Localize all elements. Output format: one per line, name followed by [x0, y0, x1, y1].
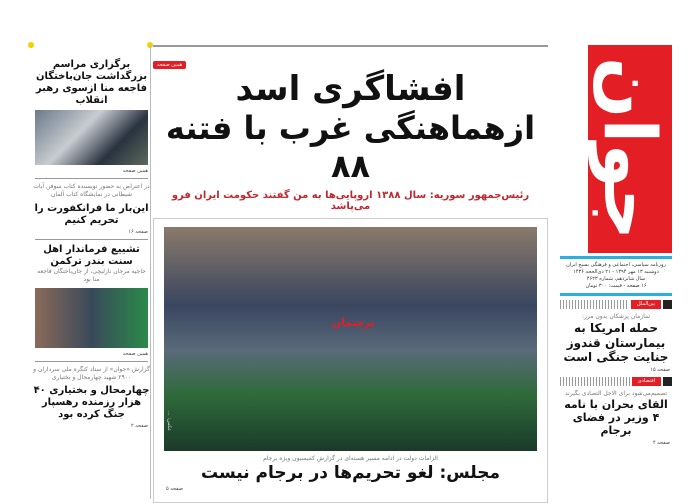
left-story-1-headline[interactable]: برگزاری مراسم بزرگداشت جان‌باختگان فاجعه منا ازسوی رهبر انقلاب: [35, 59, 148, 106]
section-bar: [560, 300, 672, 309]
page-ref: صفحه ۴: [653, 439, 670, 446]
left-story-4-headline[interactable]: چهارمحال و بختیاری ۴۰ هزار رزمنده رهسپار جنگ کرده بود: [33, 385, 150, 421]
section-icon: [663, 300, 672, 309]
right-column: [560, 45, 672, 499]
photo-credit: عکس: ...: [166, 410, 172, 431]
divider: [35, 361, 148, 362]
page-ref: همین صفحه: [122, 168, 148, 174]
page-ref: صفحه ۲: [131, 423, 148, 430]
divider: [560, 293, 672, 296]
main-photo: [164, 227, 537, 451]
main-subhead: رئیس‌جمهور سوریه: سال ۱۳۸۸ اروپایی‌ها به من گفتند حکومت ایران فرو می‌پاشد: [171, 189, 530, 212]
section-label: بین‌الملل: [631, 300, 661, 309]
left-column: [33, 45, 151, 499]
section-lines: [560, 377, 630, 386]
section-bar: [560, 377, 672, 386]
section-lines: [560, 300, 629, 309]
right-story-2-kicker: تصمیم‌می‌شود برای الاجل التصادی بگیرند: [564, 389, 668, 397]
divider: [35, 178, 148, 179]
main-headline-line1[interactable]: افشاگری اسد: [235, 69, 466, 109]
right-story-1-kicker: سازمان پزشکان بدون مرز:: [581, 313, 651, 320]
section-icon: [663, 377, 672, 386]
same-page-badge: همین صفحه: [153, 61, 186, 69]
left-story-4-kicker: گزارش «جوان» از ستاد کنگره ملی سرداران و ۲۹۰۰ شهید چهارمحال و بختیاری: [33, 365, 150, 381]
main-story: [153, 45, 548, 499]
page-ref: صفحه ۱۶: [128, 228, 148, 235]
left-story-1-photo: [35, 110, 148, 165]
right-story-1-headline[interactable]: حمله امریکا به بیمارستان قندوز جنایت جنگی است: [563, 321, 669, 365]
page-ref: همین صفحه: [122, 350, 148, 357]
caption-kicker: الزامات دولت در ادامه مسیر هسته‌ای در گزارش کمیسیون ویژه برجام: [263, 454, 438, 462]
left-story-2-headline[interactable]: این‌بار ما فرانکفورت را تحریم کنیم: [34, 202, 149, 226]
masthead-logo: جوان: [588, 45, 672, 253]
divider: [35, 239, 148, 240]
photo-watermark: پرسمان: [331, 316, 375, 330]
page-ref: صفحه ۱۵: [650, 366, 670, 373]
masthead-issue: سال شانزدهم، شماره ۴۶۲۳: [586, 276, 646, 282]
left-story-2-kicker: در اعتراض به حضور نویسنده کتاب سوفن آیات شیطانی در نمایشگاه کتاب آلمان: [33, 183, 150, 199]
caption-headline[interactable]: مجلس: لغو تحریم‌ها در برجام نیست: [200, 463, 501, 484]
right-story-2-headline[interactable]: القای بحران با نامه ۴ وزیر در فضای برجام: [564, 397, 668, 438]
masthead-date: دوشنبه ۱۳ مهر ۱۳۹۴ - ۲۱ ذی‌الحجه ۱۴۳۶: [573, 269, 659, 275]
divider: [560, 256, 672, 259]
page-ref: صفحه ۵: [166, 485, 183, 492]
main-photo-box: [153, 218, 548, 503]
left-story-3-kicker: حاجیه مرجان نازلیچی، از جان‌باختگان فاجعه منا بود: [37, 267, 146, 284]
left-story-3-headline[interactable]: تشییع فرماندار اهل سنت بندر ترکمن: [43, 243, 140, 267]
section-label: اقتصادی: [632, 377, 661, 386]
masthead-info-1: روزنامه سیاسی، اجتماعی و فرهنگی بسیج ایران: [566, 262, 666, 268]
main-headline-line2[interactable]: ازهماهنگی غرب با فتنه ۸۸: [165, 109, 536, 186]
masthead-price: ۱۶ صفحه - قیمت: ۳۰۰ تومان: [585, 283, 647, 289]
left-story-3-photo: [35, 288, 148, 348]
